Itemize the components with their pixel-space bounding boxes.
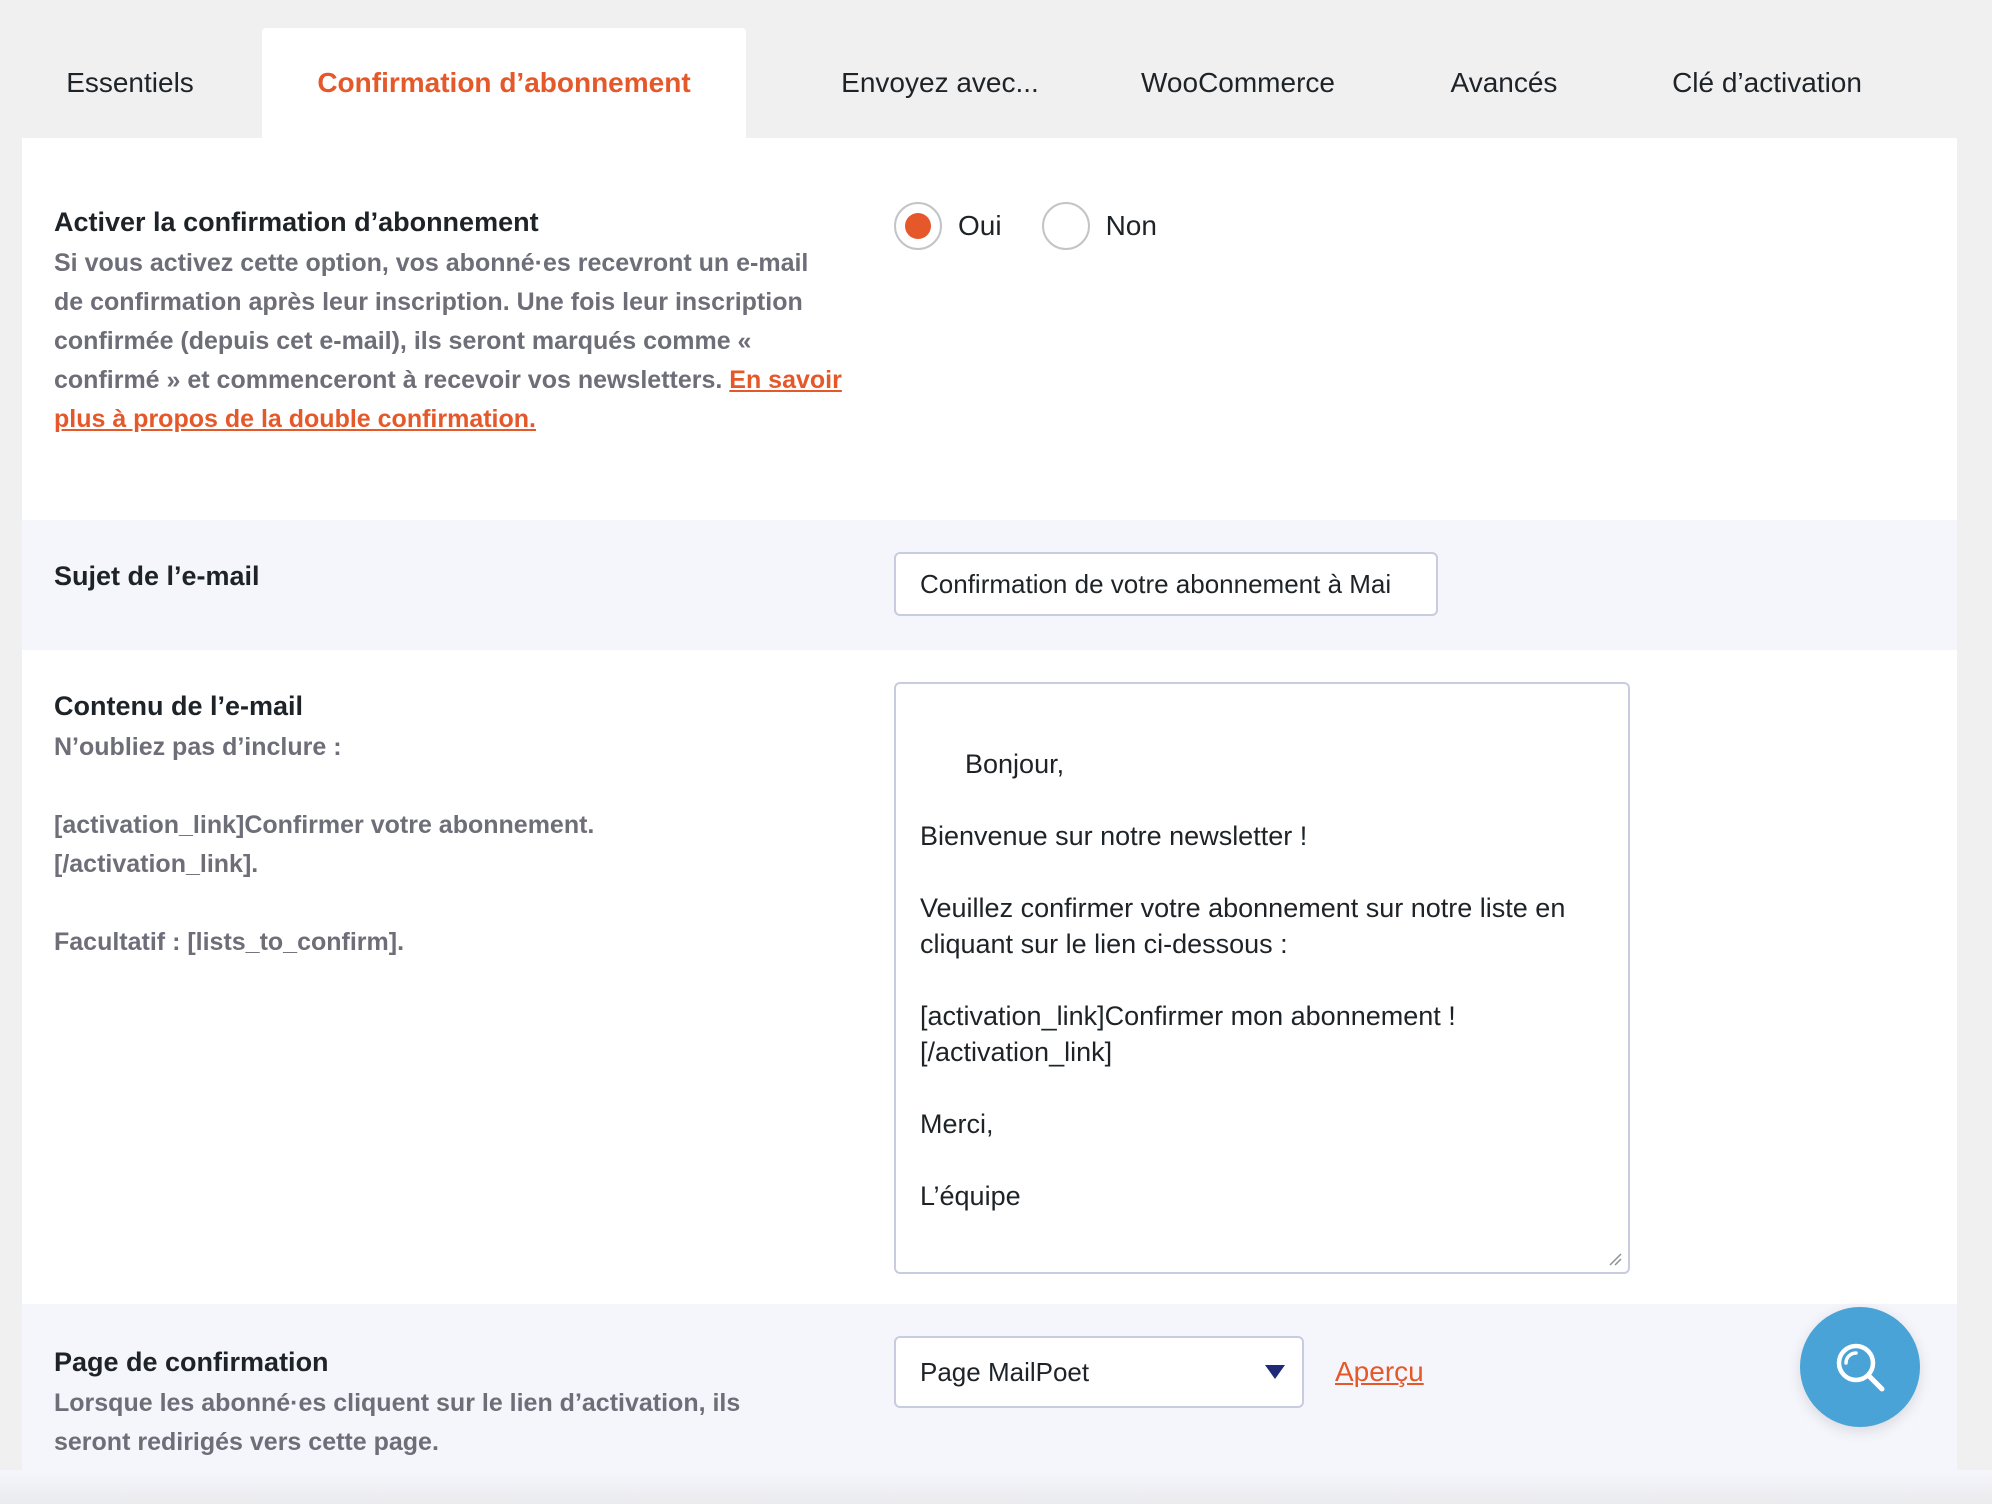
email-content-textarea[interactable] [894, 682, 1630, 1274]
radio-oui[interactable] [894, 202, 1002, 250]
email-content-optional-hint: Facultatif : [lists_to_confirm]. [54, 928, 405, 956]
email-content-title: Contenu de l’e-mail [54, 691, 304, 721]
radio-oui-circle[interactable] [894, 202, 942, 250]
radio-non-circle[interactable] [1042, 202, 1090, 250]
tab-avances[interactable]: Avancés [1450, 67, 1558, 98]
enable-confirmation-label [54, 204, 844, 439]
confirmation-page-description: Lorsque les abonné·es cliquent sur le lien d’activation, ils seront redirigés vers cette page. [54, 1389, 741, 1456]
email-content-label [54, 688, 844, 962]
email-subject-input[interactable]: Confirmation de votre abonnement à Mai [894, 552, 1438, 616]
double-optin-link[interactable]: En savoir plus à propos de la double confirmation. [54, 366, 842, 433]
email-content-hint: N’oubliez pas d’inclure : [54, 733, 342, 761]
radio-oui-label: Oui [958, 210, 1002, 241]
radio-non-label: Non [1105, 210, 1157, 241]
search-help-button[interactable] [1800, 1307, 1920, 1427]
page-bottom-shade [0, 1470, 1992, 1504]
email-subject-label [54, 558, 844, 594]
settings-tabs [22, 28, 1957, 138]
email-subject-title: Sujet de l’e-mail [54, 561, 260, 591]
settings-panel [22, 138, 1957, 1504]
tab-envoyez-avec[interactable]: Envoyez avec... [841, 67, 1039, 98]
search-icon [1832, 1339, 1888, 1395]
enable-confirmation-text: Si vous activez cette option, vos abonné·es recevront un e-mail de confirmation après leur inscription. Une fois leur inscription confirmée (depuis cet e-mail), ils seront marqués comme « confirmé » et commenceront à recevoir vos newsletters. [54, 249, 809, 394]
enable-confirmation-description [54, 244, 844, 439]
tab-cle-activation[interactable]: Clé d’activation [1672, 67, 1862, 98]
email-content-activation-link-hint: [activation_link]Confirmer votre abonnement. [/activation_link]. [54, 811, 595, 878]
email-content-body: Bonjour, Bienvenue sur notre newsletter ! Veuillez confirmer votre abonnement sur notre liste en cliquant sur le lien ci-dessous : [activation_link]Confirmer mon abonnement ! [/activation_link] Merci, L’équipe [920, 749, 1566, 1211]
preview-link[interactable]: Aperçu [1335, 1356, 1424, 1387]
radio-non[interactable] [1042, 202, 1157, 250]
confirmation-page-label [54, 1344, 844, 1462]
email-content-row [22, 650, 1957, 1304]
tab-confirmation-abonnement[interactable]: Confirmation d’abonnement [262, 28, 746, 138]
tab-essentiels[interactable]: Essentiels [66, 67, 194, 98]
confirmation-page-select[interactable] [894, 1336, 1304, 1408]
tab-woocommerce[interactable]: WooCommerce [1141, 67, 1335, 98]
email-subject-row [22, 520, 1957, 650]
confirmation-page-title: Page de confirmation [54, 1347, 329, 1377]
enable-confirmation-radio-group [894, 202, 1197, 250]
resize-handle-icon[interactable] [1608, 1252, 1622, 1266]
email-content-description [54, 728, 844, 962]
chevron-down-icon [1264, 1364, 1286, 1380]
confirmation-page-selected-value: Page MailPoet [920, 1357, 1090, 1387]
enable-confirmation-title: Activer la confirmation d’abonnement [54, 207, 539, 237]
enable-confirmation-row [22, 138, 1957, 520]
